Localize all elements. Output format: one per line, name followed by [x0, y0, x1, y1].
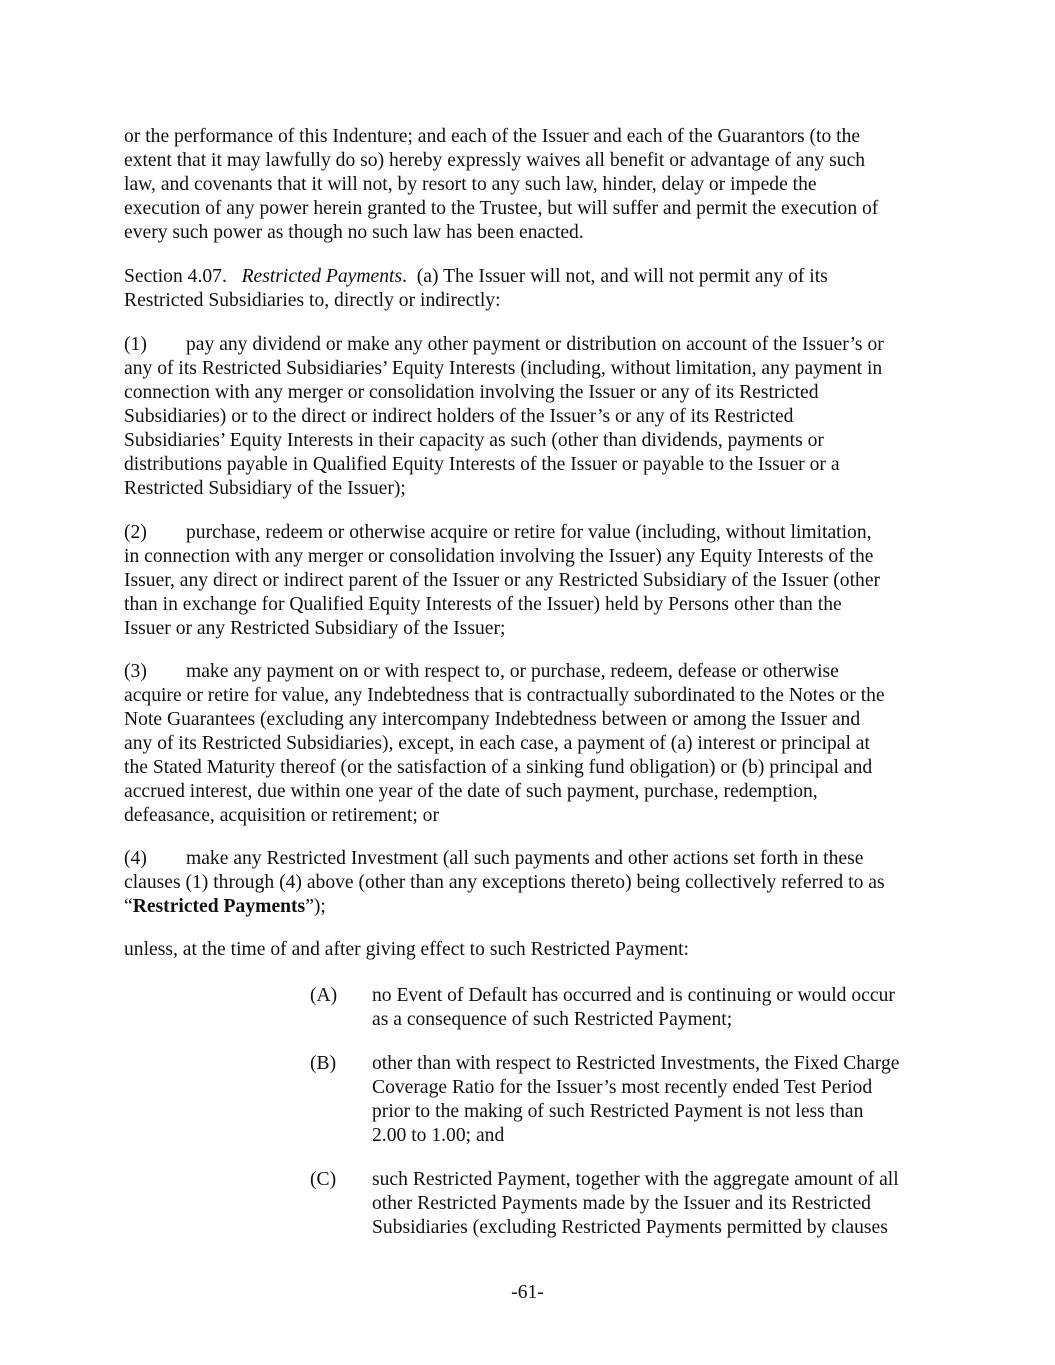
text-line: Issuer, any direct or indirect parent of the Issuer or any Restricted Subsidiary of the Issuer (other	[124, 570, 881, 591]
text-line: Restricted Subsidiaries to, directly or indirectly:	[124, 290, 501, 311]
text-line: any of its Restricted Subsidiaries), except, in each case, a payment of (a) interest or principal at	[124, 733, 870, 754]
text-line: Issuer or any Restricted Subsidiary of the Issuer;	[124, 618, 506, 639]
unless-paragraph	[124, 938, 939, 962]
section-heading-paragraph	[124, 265, 939, 313]
text-line: Subsidiaries (excluding Restricted Payments permitted by clauses	[372, 1217, 888, 1238]
clause-label: (1)	[124, 334, 147, 355]
clause-text: make any payment on or with respect to, or purchase, redeem, defease or otherwise	[186, 661, 839, 682]
text-line: law, and covenants that it will not, by resort to any such law, hinder, delay or impede the	[124, 174, 817, 195]
text-line: Subsidiaries) or to the direct or indirect holders of the Issuer’s or any of its Restricted	[124, 406, 794, 427]
defined-term-line	[124, 895, 939, 919]
clause-text: make any Restricted Investment (all such payments and other actions set forth in these	[186, 848, 864, 869]
text-line: distributions payable in Qualified Equity Interests of the Issuer or payable to the Issuer or a	[124, 454, 840, 475]
text-line: connection with any merger or consolidation involving the Issuer or any of its Restricted	[124, 382, 819, 403]
text-line: or the performance of this Indenture; and each of the Issuer and each of the Guarantors (to the	[124, 126, 861, 147]
clause-1	[124, 333, 939, 501]
subclause-label: (A)	[310, 985, 338, 1006]
subclause-label: (B)	[310, 1053, 337, 1074]
text-line: acquire or retire for value, any Indebtedness that is contractually subordinated to the Notes or the	[124, 685, 885, 706]
subclause-b	[310, 1052, 940, 1148]
subclause-text	[372, 1052, 899, 1148]
text-line: Subsidiaries’ Equity Interests in their capacity as such (other than dividends, payments or	[124, 430, 824, 451]
text-line: accrued interest, due within one year of the date of such payment, purchase, redemption,	[124, 781, 818, 802]
intro-paragraph	[124, 125, 939, 245]
subclause-text	[372, 984, 895, 1032]
clause-first-line	[124, 333, 939, 357]
text-line: such Restricted Payment, together with the aggregate amount of all	[372, 1169, 899, 1190]
text-line: other Restricted Payments made by the Issuer and its Restricted	[372, 1193, 871, 1214]
text-line: Restricted Subsidiary of the Issuer);	[124, 478, 406, 499]
subclause-text	[372, 1168, 899, 1240]
text-line: other than with respect to Restricted Investments, the Fixed Charge	[372, 1053, 900, 1074]
defined-term: Restricted Payments	[132, 896, 306, 917]
text-line: extent that it may lawfully do so) hereby expressly waives all benefit or advantage of any such	[124, 150, 866, 171]
section-number: Section 4.07.	[124, 266, 227, 287]
subclause-label: (C)	[310, 1169, 337, 1190]
close-quote: ”);	[305, 896, 326, 917]
text-line: execution of any power herein granted to the Trustee, but will suffer and permit the execution of	[124, 198, 879, 219]
text-line: clauses (1) through (4) above (other than any exceptions thereto) being collectively referred to as	[124, 872, 885, 893]
section-heading-line	[124, 265, 939, 289]
open-quote: “	[124, 896, 133, 917]
section-intro-text: (a) The Issuer will not, and will not permit any of its	[416, 266, 828, 287]
text-line: Note Guarantees (excluding any intercompany Indebtedness between or among the Issuer and	[124, 709, 861, 730]
clause-4	[124, 847, 939, 919]
clause-first-line	[124, 660, 939, 684]
clause-first-line	[124, 521, 939, 545]
text-line: the Stated Maturity thereof (or the satisfaction of a sinking fund obligation) or (b) principal and	[124, 757, 873, 778]
text-line: prior to the making of such Restricted Payment is not less than	[372, 1101, 864, 1122]
page-number: -61-	[511, 1282, 544, 1303]
text-line: every such power as though no such law has been enacted.	[124, 222, 584, 243]
clause-first-line	[124, 847, 939, 871]
clause-label: (4)	[124, 848, 147, 869]
clause-label: (3)	[124, 661, 147, 682]
clause-text: purchase, redeem or otherwise acquire or retire for value (including, without limitation,	[186, 522, 872, 543]
text-line: no Event of Default has occurred and is continuing or would occur	[372, 985, 895, 1006]
clause-3	[124, 660, 939, 828]
text-line: 2.00 to 1.00; and	[372, 1125, 505, 1146]
text-line: any of its Restricted Subsidiaries’ Equity Interests (including, without limitation, any payment in	[124, 358, 883, 379]
section-title: Restricted Payments	[241, 266, 403, 287]
text-line: in connection with any merger or consolidation involving the Issuer) any Equity Interests of the	[124, 546, 874, 567]
clause-label: (2)	[124, 522, 147, 543]
section-title-suffix: .	[402, 266, 407, 287]
subclause-a	[310, 984, 940, 1032]
text-line: unless, at the time of and after giving effect to such Restricted Payment:	[124, 939, 689, 960]
subclause-c	[310, 1168, 940, 1240]
text-line: as a consequence of such Restricted Payment;	[372, 1009, 733, 1030]
clause-text: pay any dividend or make any other payment or distribution on account of the Issuer’s or	[186, 334, 884, 355]
text-line: Coverage Ratio for the Issuer’s most recently ended Test Period	[372, 1077, 873, 1098]
clause-2	[124, 521, 939, 641]
text-line: than in exchange for Qualified Equity Interests of the Issuer) held by Persons other than the	[124, 594, 842, 615]
text-line: defeasance, acquisition or retirement; or	[124, 805, 439, 826]
